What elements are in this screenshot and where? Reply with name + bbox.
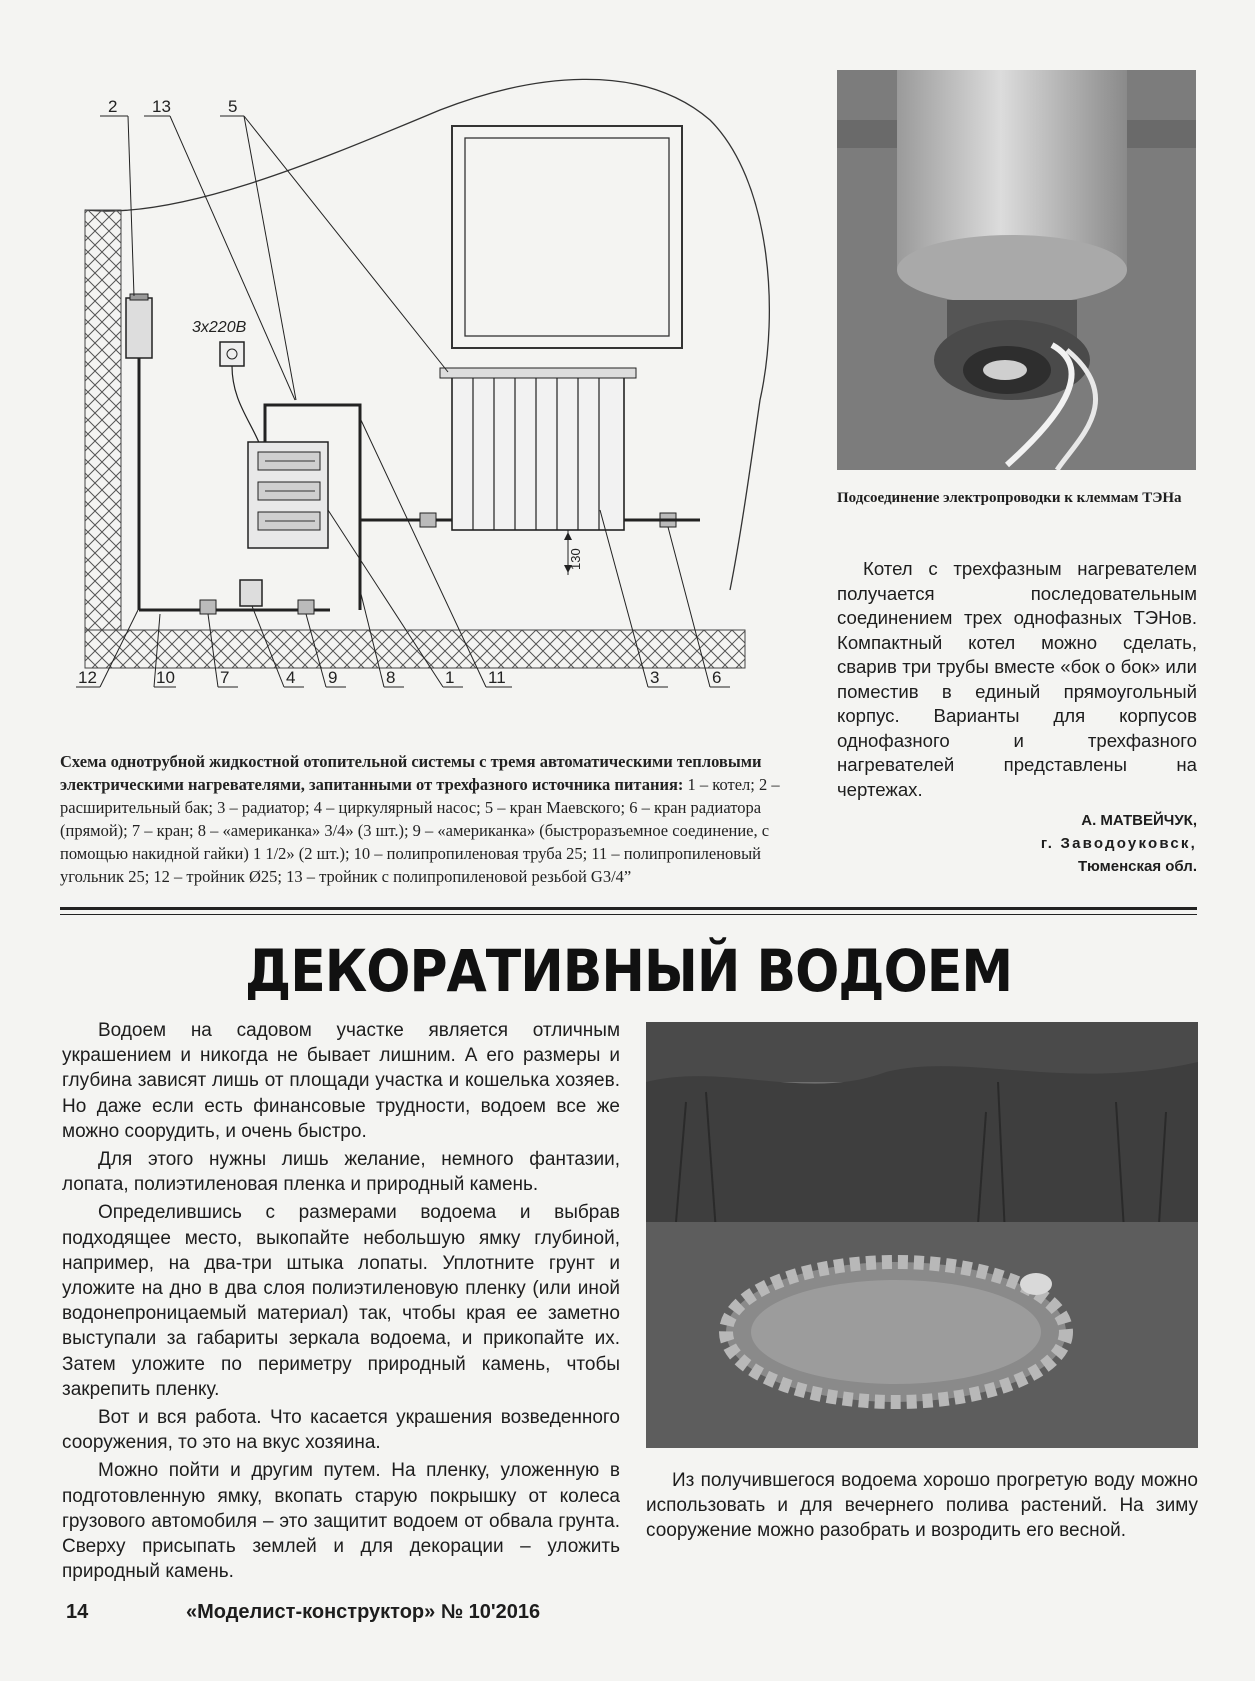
- callout-10: 10: [156, 668, 175, 687]
- pond-photo: [646, 1022, 1198, 1448]
- section-divider-thin: [60, 914, 1197, 915]
- callout-5: 5: [228, 97, 238, 116]
- journal-name: «Моделист-конструктор» № 10'2016: [186, 1601, 541, 1623]
- figure-caption-legend: 1 – котел; 2 – расширительный бак; 3 – радиатор; 4 – циркулярный насос; 5 – кран Маевского; 6 – кран радиатора (прямой); 7 – кран; 8 – «американка» 3/4» (3 шт.); 9 – «американка» (быстроразъемное соединение, с помощью накидной гайки) 1 1/2» (2 шт.); 10 – полипропиленовая труба 25; 11 – полипропиленовый угольник 25; 12 – тройник Ø25; 13 – тройник с полипропиленовой резьбой G3/4”: [60, 775, 780, 886]
- figure-caption-title: Схема однотрубной жидкостной отопительной системы с тремя автоматическими тепловыми электрическими нагревателями, запитанными от трехфазного источника питания:: [60, 752, 762, 794]
- callout-2: 2: [108, 97, 118, 116]
- callout-3: 3: [650, 668, 660, 687]
- callout-8: 8: [386, 668, 396, 687]
- expansion-tank: [126, 298, 152, 358]
- article-paragraph: Водоем на садовом участке является отличным украшением и никогда не бывает лишним. А его размеры и глубина зависят лишь от площади участка и кошелька хозяев. Но даже если есть финансовые трудности, водоем все же можно соорудить, и очень быстро.: [62, 1020, 620, 1142]
- figure-caption: [60, 750, 808, 888]
- author-region: Тюменская обл.: [1078, 858, 1197, 875]
- photo1-caption: Подсоединение электропроводки к клеммам ТЭНа: [837, 490, 1182, 506]
- radiator: [440, 368, 636, 530]
- author-name: А. МАТВЕЙЧУК,: [1081, 812, 1197, 829]
- article-body: [62, 1018, 620, 1587]
- right-column-paragraph: Котел с трехфазным нагревателем получается последовательным соединением трех однофазных ТЭНов. Компактный котел можно сделать, сварив три трубы вместе «бок о бок» или поместив в единый прямоугольный корпус. Варианты для корпусов однофазного и трехфазного нагревателей представлены на чертежах.: [837, 558, 1197, 800]
- right-column-text: [837, 557, 1197, 802]
- callout-1: 1: [445, 668, 455, 687]
- power-socket: [220, 342, 244, 366]
- section-divider: [60, 907, 1197, 910]
- article-paragraph: Для этого нужны лишь желание, немного фантазии, лопата, полиэтиленовая пленка и природный камень.: [62, 1149, 620, 1196]
- callout-4: 4: [286, 668, 296, 687]
- callout-13: 13: [152, 97, 171, 116]
- callout-11: 11: [488, 668, 506, 687]
- heater-wiring-photo: [837, 70, 1196, 470]
- photo2-caption: Из получившегося водоема хорошо прогретую воду можно использовать и для вечернего полива растений. На зиму сооружение можно разобрать и возродить его весной.: [646, 1470, 1198, 1541]
- article-headline: ДЕКОРАТИВНЫЙ ВОДОЕМ: [244, 938, 1013, 1006]
- article-paragraph: Определившись с размерами водоема и выбрав подходящее место, выкопайте небольшую ямку глубиной, например, на два-три штыка лопаты. Уплотните грунт и уложите на дно в два слоя полиэтиленовую пленку (или иной водонепроницаемый материал) так, чтобы края ее заметно выступали за габариты зеркала водоема, и прикопайте их. Затем уложите по периметру природный камень, чтобы закрепить пленку.: [62, 1202, 620, 1400]
- power-label: 3x220B: [192, 319, 247, 336]
- article-paragraph: Можно пойти и другим путем. На пленку, уложенную в подготовленную ямку, вкопать старую покрышку от колеса грузового автомобиля – это защитит водоем от обвала грунта. Сверху присыпать землей и для декорации – уложить природный камень.: [62, 1460, 620, 1583]
- callout-7: 7: [220, 668, 230, 687]
- dimension-label: 130: [568, 548, 583, 570]
- heating-system-diagram: [60, 70, 790, 750]
- page-number: 14: [66, 1601, 89, 1623]
- callout-6: 6: [712, 668, 722, 687]
- article-paragraph: Вот и вся работа. Что касается украшения возведенного сооружения, то это на вкус хозяина.: [62, 1407, 620, 1454]
- callout-9: 9: [328, 668, 338, 687]
- pump: [240, 580, 262, 606]
- callout-12: 12: [78, 668, 97, 687]
- author-city: г. Заводоуковск,: [1040, 835, 1197, 852]
